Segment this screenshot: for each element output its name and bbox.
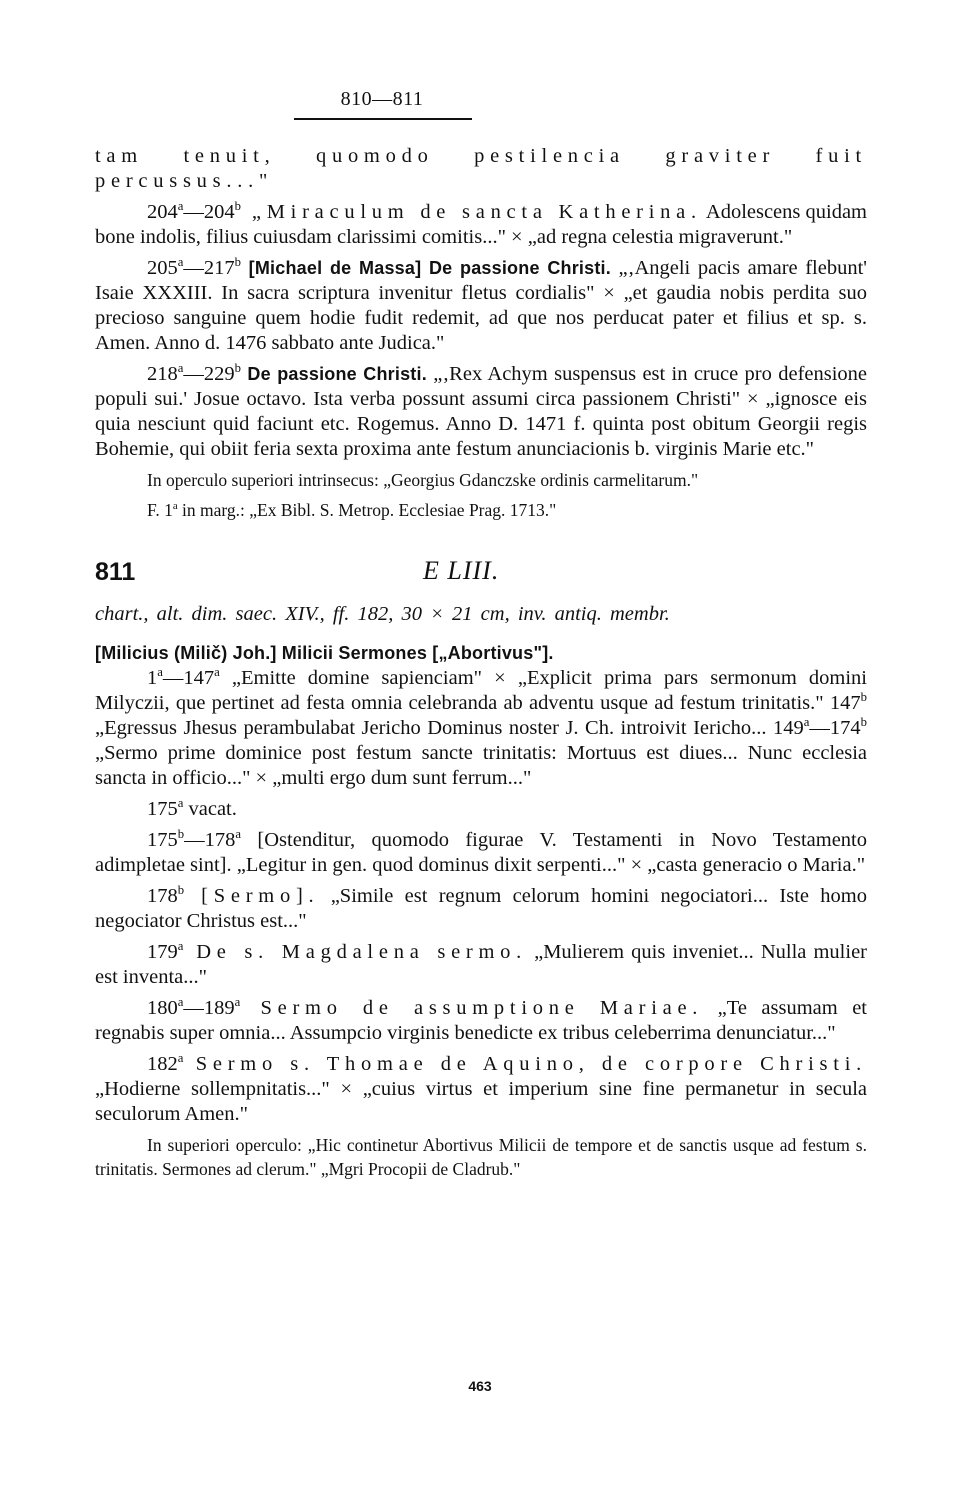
entry811-section-7: 182$^a$ Sermo s. Thomae de Aquino, de corpore Christi. „Hodierne sollempnitatis..." × „cuius virtus et imperium sine fine permanetur in secula seculorum Amen." (95, 1051, 867, 1125)
entry811-title: [Milicius (Milič) Joh.] Milicii Sermones [„Abortivus"]. (95, 643, 554, 663)
entry-number: 811 (95, 558, 136, 586)
entry810-para-4: 218$^a$—229$^b$ De passione Christi. „‚Rex Achym suspensus est in cruce pro defensione populi sui.' Josue octavo. Ista verba possunt assumi circa passionem Christi" × „ignosce eis quia nesciunt quid faciunt etc. Rogemus. Anno D. 1471 f. quinta post obitum Georgii regis Bohemie, qui obiit feria sexta proxima ante festum anunciacionis b. virginis Marie etc." (95, 361, 868, 460)
shelfmark: E LIII. (423, 556, 500, 585)
entry811-section-5: 179$^a$ De s. Magdalena sermo. „Mulierem quis inveniet... Nulla mulier est inventa..." (95, 939, 867, 988)
entry810-para-1: tam tenuit, quomodo pestilencia graviter fuit percussus..." (95, 145, 867, 192)
entry811-section-4: 178$^b$ [Sermo]. „Simile est regnum celorum homini negociatori... Iste homo negociator Christus est..." (95, 883, 868, 932)
entry810-para-2: 204$^a$—204$^b$ „Miraculum de sancta Katherina. Adolescens quidam bone indolis, filius cuiusdam clarissimi comitis..." × „ad regna celestia migraverunt." (95, 199, 868, 248)
page-number: 463 (468, 1378, 492, 1394)
entry811-section-3: 175$^b$—178$^a$ [Ostenditur, quomodo figurae V. Testamenti in Novo Testamento adimpletae sint]. „Legitur in gen. quod dominus dixit serpenti..." × „casta generacio o Maria." (95, 827, 867, 876)
entry811-heading (95, 550, 867, 598)
entry810-note-1: In operculo superiori intrinsecus: „Georgius Gdanczske ordinis carmelitarum." (147, 470, 699, 490)
entry810-para-3: 205$^a$—217$^b$ [Michael de Massa] De passione Christi. „‚Angeli pacis amare flebunt' Isaie XXXIII. In sacra scriptura invenitur fletus cordialis" × „et gaudia nobis perdita suo precioso sanguine quem hodie fudit redemit, ad que nos perducat pater et filius et sp. s. Amen. Anno d. 1476 sabbato ante Judica." (95, 255, 867, 354)
entry811-section-2: 175$^a$ vacat. (147, 796, 237, 820)
header-rule (294, 118, 472, 120)
entry811-note: In superiori operculo: „Hic continetur Abortivus Milicii de tempore et de sanctis usque ad festum s. trinitatis. Sermones ad clerum." „Mgri Procopii de Cladrub." (95, 1135, 867, 1179)
entry811-section-1: 1$^a$—147$^a$ „Emitte domine sapienciam" × „Explicit prima pars sermonum domini Milyczii, que pertinet ad festa omnia celebranda ab adventu usque ad festum trinitatis." 147$^b$ „Egressus Jhesus perambulabat Jericho Dominus noster J. Ch. introivit Iericho... 149$^a$—174$^b$ „Sermo prime dominice post festum sancte trinitatis: Mortuus est diues... Nunc ecclesia sancta in officio..." × „multi ergo dum sunt ferrum..." (95, 665, 867, 789)
entry811-section-6: 180$^a$—189$^a$ Sermo de assumptione Mariae. „Te assumam et regnabis super omnia... Assumpcio virginis benedicte ex tribus celeberrima denunciatur..." (95, 995, 867, 1044)
running-head: 810—811 (340, 88, 424, 110)
entry810-note-2: F. 1$^a$ in marg.: „Ex Bibl. S. Metrop. Ecclesiae Prag. 1713." (147, 500, 557, 520)
entry811-description: chart., alt. dim. saec. XIV., ff. 182, 30 × 21 cm, inv. antiq. membr. (95, 603, 670, 625)
text-block (95, 144, 867, 1181)
